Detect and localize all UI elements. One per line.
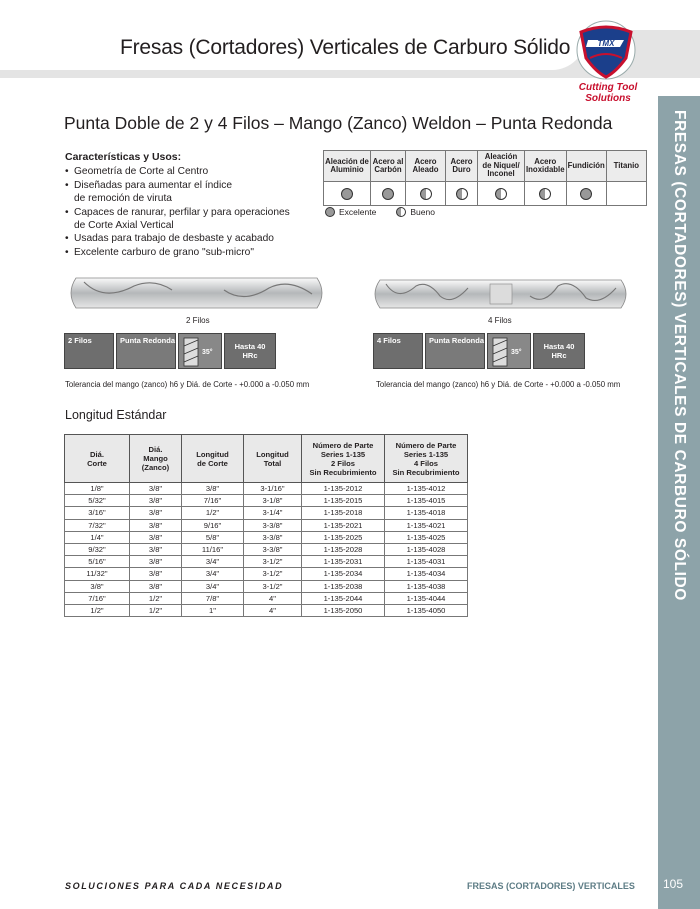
flutes-badge: 2 Filos — [64, 333, 114, 369]
table-cell: 3-1/2" — [244, 580, 302, 592]
table-cell: 1-135-2050 — [302, 604, 385, 616]
table-row — [65, 483, 468, 495]
table-cell: 3/4" — [182, 556, 244, 568]
table-cell: 11/32" — [65, 568, 130, 580]
col-header-dia-mango: Diá. Mango (Zanco) — [130, 435, 182, 483]
rating-good-icon — [456, 188, 468, 200]
tool-4-flute-icons — [373, 333, 587, 369]
parts-table — [64, 434, 468, 617]
mat-header-titanio: Titanio — [606, 151, 646, 182]
legend-good-icon — [396, 207, 406, 217]
table-cell: 9/16" — [182, 519, 244, 531]
table-cell: 3-3/8" — [244, 519, 302, 531]
table-cell: 3/8" — [130, 519, 182, 531]
table-cell: 1/2" — [130, 604, 182, 616]
table-cell: 1-135-4038 — [385, 580, 468, 592]
table-cell: 1" — [182, 604, 244, 616]
table-cell: 3-3/8" — [244, 531, 302, 543]
table-cell: 3/8" — [130, 495, 182, 507]
table-cell: 3-1/4" — [244, 507, 302, 519]
logo-tagline: Cutting Tool Solutions — [578, 82, 638, 104]
table-cell: 1/4" — [65, 531, 130, 543]
tool-2-flute-icons — [64, 333, 278, 369]
ball-nose-badge: Punta Redonda — [116, 333, 176, 369]
table-row — [65, 604, 468, 616]
logo-text: TMX — [597, 39, 615, 48]
mat-header-aleado: Acero Aleado — [406, 151, 446, 182]
col-header-dia-corte: Diá. Corte — [65, 435, 130, 483]
mat-header-niquel: Aleación de Niquel/ Inconel — [478, 151, 525, 182]
table-cell: 9/32" — [65, 543, 130, 555]
helix-angle-badge — [487, 333, 531, 369]
table-cell: 1-135-2034 — [302, 568, 385, 580]
table-row — [65, 556, 468, 568]
table-row — [65, 495, 468, 507]
col-header-long-corte: Longitud de Corte — [182, 435, 244, 483]
table-cell: 3-3/8" — [244, 543, 302, 555]
col-header-part-4-flute: Número de Parte Series 1-135 4 Filos Sin Recubrimiento — [385, 435, 468, 483]
feature-item: • Usadas para trabajo de desbaste y acabado — [65, 232, 325, 245]
legend-excellent-icon — [325, 207, 335, 217]
feature-item: • Capaces de ranurar, perfilar y para operaciones — [65, 206, 325, 219]
rating-good-icon — [420, 188, 432, 200]
feature-item: • Geometría de Corte al Centro — [65, 165, 325, 178]
helix-icon — [488, 334, 532, 370]
table-cell: 3/8" — [130, 556, 182, 568]
table-cell: 1-135-4034 — [385, 568, 468, 580]
features-list — [65, 151, 325, 259]
table-cell: 1-135-4015 — [385, 495, 468, 507]
table-cell: 3-1/2" — [244, 568, 302, 580]
feature-item: • Diseñadas para aumentar el índice — [65, 179, 325, 192]
hardness-badge: Hasta 40 HRc — [224, 333, 276, 369]
table-cell: 1-135-2038 — [302, 580, 385, 592]
table-cell: 1-135-2018 — [302, 507, 385, 519]
table-row — [65, 568, 468, 580]
table-cell: 1-135-4012 — [385, 483, 468, 495]
table-cell: 3-1/16" — [244, 483, 302, 495]
rating-good-icon — [539, 188, 551, 200]
table-cell: 1-135-4025 — [385, 531, 468, 543]
table-cell: 1/2" — [130, 592, 182, 604]
tolerance-note-4-flute: Tolerancia del mango (zanco) h6 y Diá. de Corte - +0.000 a -0.050 mm — [376, 380, 621, 389]
table-cell: 3/4" — [182, 568, 244, 580]
tolerance-note-2-flute: Tolerancia del mango (zanco) h6 y Diá. de Corte - +0.000 a -0.050 mm — [65, 380, 310, 389]
table-cell: 1-135-2021 — [302, 519, 385, 531]
rating-excellent-icon — [580, 188, 592, 200]
table-row — [65, 592, 468, 604]
table-cell: 1-135-4021 — [385, 519, 468, 531]
side-label: FRESAS (CORTADORES) VERTICALES DE CARBURO SÓLIDO — [671, 110, 688, 601]
col-header-part-2-flute: Número de Parte Series 1-135 2 Filos Sin Recubrimiento — [302, 435, 385, 483]
material-table — [323, 150, 647, 206]
table-cell: 3-1/8" — [244, 495, 302, 507]
feature-item-cont: de remoción de viruta — [74, 193, 172, 205]
table-cell: 1-135-4018 — [385, 507, 468, 519]
table-cell: 1-135-4050 — [385, 604, 468, 616]
table-cell: 5/16" — [65, 556, 130, 568]
table-row — [65, 507, 468, 519]
table-cell: 1-135-2028 — [302, 543, 385, 555]
table-row — [65, 519, 468, 531]
rating-excellent-icon — [341, 188, 353, 200]
col-header-long-total: Longitud Total — [244, 435, 302, 483]
product-subtitle: Punta Doble de 2 y 4 Filos – Mango (Zanco) Weldon – Punta Redonda — [64, 113, 613, 133]
section-title: Longitud Estándar — [65, 408, 167, 422]
tmx-logo — [576, 20, 636, 80]
tool-4-flute-label: 4 Filos — [488, 316, 512, 325]
legend-good-label: Bueno — [410, 207, 435, 217]
table-cell: 11/16" — [182, 543, 244, 555]
mat-header-carbon: Acero al Carbón — [371, 151, 406, 182]
table-cell: 7/8" — [182, 592, 244, 604]
table-cell: 3/8" — [65, 580, 130, 592]
hardness-badge: Hasta 40 HRc — [533, 333, 585, 369]
table-cell: 4" — [244, 604, 302, 616]
flutes-badge: 4 Filos — [373, 333, 423, 369]
mat-header-fundicion: Fundición — [566, 151, 606, 182]
table-row — [65, 531, 468, 543]
footer-slogan: SOLUCIONES PARA CADA NECESIDAD — [65, 881, 284, 891]
rating-good-icon — [495, 188, 507, 200]
table-cell: 3/8" — [130, 531, 182, 543]
tool-2-flute-label: 2 Filos — [186, 316, 210, 325]
table-row — [65, 580, 468, 592]
table-cell: 3/8" — [182, 483, 244, 495]
helix-angle-text: 35° — [511, 349, 522, 356]
table-row — [65, 543, 468, 555]
table-cell: 7/16" — [65, 592, 130, 604]
mat-header-aluminio: Aleación de Aluminio — [324, 151, 371, 182]
table-cell: 3/8" — [130, 483, 182, 495]
table-cell: 5/8" — [182, 531, 244, 543]
tool-2-flute-image — [64, 272, 329, 314]
table-cell: 3-1/2" — [244, 556, 302, 568]
table-cell: 3/16" — [65, 507, 130, 519]
table-cell: 1-135-2015 — [302, 495, 385, 507]
mat-header-inoxidable: Acero Inoxidable — [525, 151, 567, 182]
table-cell: 7/32" — [65, 519, 130, 531]
table-cell: 1-135-4028 — [385, 543, 468, 555]
table-cell: 1-135-2025 — [302, 531, 385, 543]
table-cell: 3/8" — [130, 580, 182, 592]
page-title: Fresas (Cortadores) Verticales de Carburo Sólido — [120, 36, 571, 59]
table-cell: 1-135-2012 — [302, 483, 385, 495]
table-cell: 5/32" — [65, 495, 130, 507]
mat-header-duro: Acero Duro — [446, 151, 478, 182]
tool-4-flute-image — [368, 276, 633, 312]
features-heading: Características y Usos: — [65, 151, 182, 163]
feature-item-cont: de Corte Axial Vertical — [74, 220, 174, 232]
page-number: 105 — [663, 877, 684, 891]
table-cell: 7/16" — [182, 495, 244, 507]
table-cell: 3/8" — [130, 507, 182, 519]
legend-excellent-label: Excelente — [339, 207, 377, 217]
table-cell: 1-135-4044 — [385, 592, 468, 604]
helix-angle-text: 35° — [202, 349, 213, 356]
table-cell: 1/2" — [65, 604, 130, 616]
table-cell: 3/8" — [130, 568, 182, 580]
helix-angle-badge — [178, 333, 222, 369]
helix-icon — [179, 334, 223, 370]
table-cell: 1-135-2031 — [302, 556, 385, 568]
table-cell: 1-135-2044 — [302, 592, 385, 604]
rating-excellent-icon — [382, 188, 394, 200]
table-cell: 4" — [244, 592, 302, 604]
ball-nose-badge: Punta Redonda — [425, 333, 485, 369]
rating-legend — [325, 207, 435, 217]
table-cell: 3/8" — [130, 543, 182, 555]
feature-item: • Excelente carburo de grano "sub-micro" — [65, 246, 325, 259]
table-cell: 1-135-4031 — [385, 556, 468, 568]
table-cell: 1/2" — [182, 507, 244, 519]
table-cell: 1/8" — [65, 483, 130, 495]
table-cell: 3/4" — [182, 580, 244, 592]
footer-section: FRESAS (CORTADORES) VERTICALES — [467, 881, 635, 891]
